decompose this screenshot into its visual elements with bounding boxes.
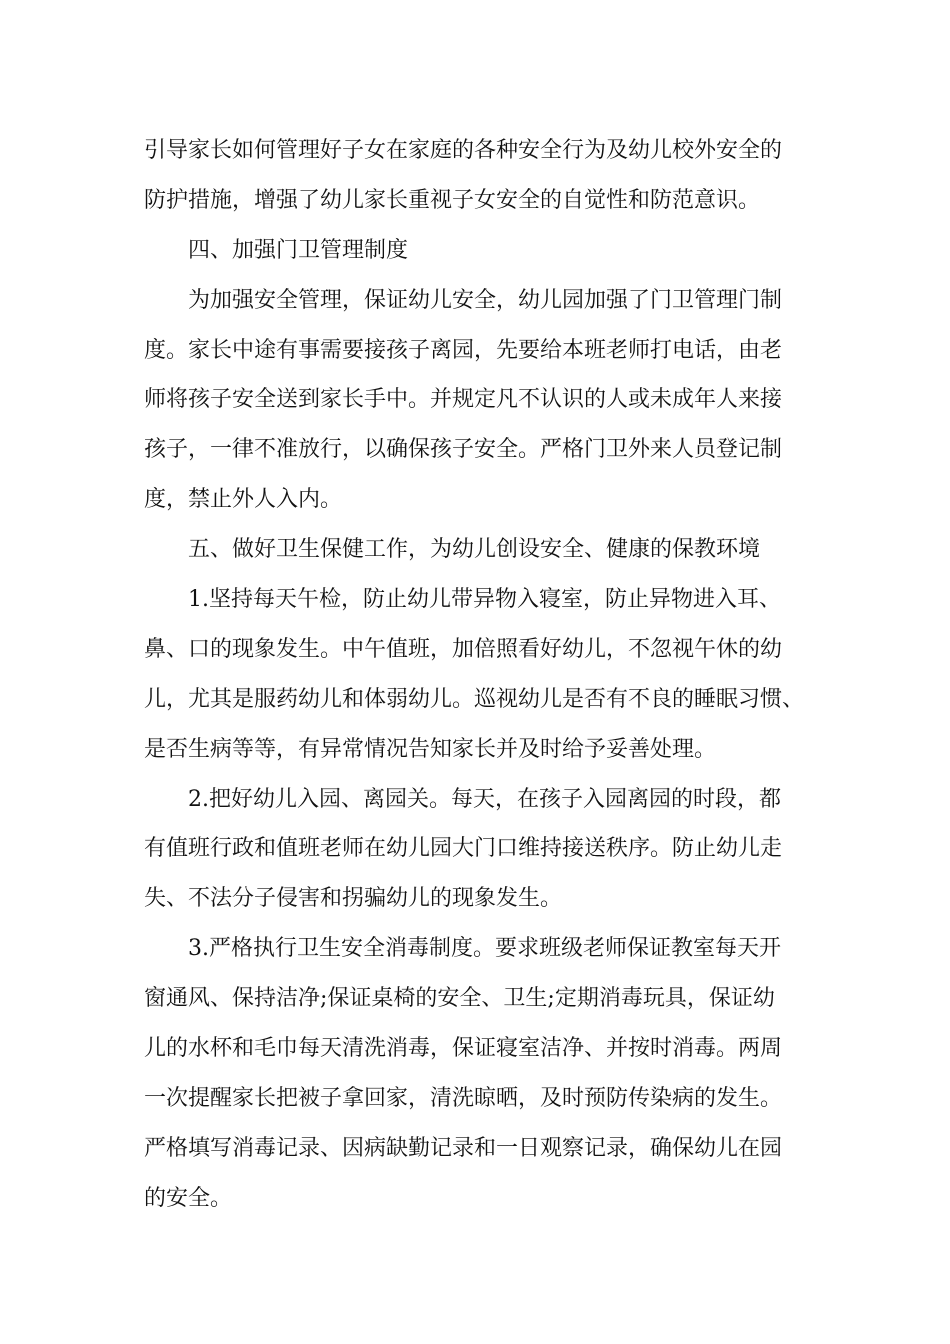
text-line: 引导家长如何管理好子女在家庭的各种安全行为及幼儿校外安全的 [144,138,783,163]
section-heading: 四、加强门卫管理制度 [188,237,409,263]
text-line: 有值班行政和值班老师在幼儿园大门口维持接送秩序。防止幼儿走 [144,836,783,862]
text-line: 孩子，一律不准放行，以确保孩子安全。严格门卫外来人员登记制 [144,437,783,463]
text-line: 鼻、口的现象发生。中午值班，加倍照看好幼儿，不忽视午休的幼 [144,636,783,662]
text-line: 的安全。 [144,1185,233,1211]
text-line: 儿的水杯和毛巾每天清洗消毒，保证寝室洁净、并按时消毒。两周 [144,1036,783,1062]
text-line: 失、不法分子侵害和拐骗幼儿的现象发生。 [144,886,563,912]
text-line: 度。家长中途有事需要接孩子离园，先要给本班老师打电话，由老 [144,337,783,363]
document-body [144,126,814,1224]
text-line: 度，禁止外人入内。 [144,487,343,513]
section-heading: 五、做好卫生保健工作，为幼儿创设安全、健康的保教环境 [188,537,761,563]
text-line: 窗通风、保持洁净;保证桌椅的安全、卫生;定期消毒玩具，保证幼 [144,986,775,1012]
text-line: 严格填写消毒记录、因病缺勤记录和一日观察记录，确保幼儿在园 [144,1135,783,1161]
text-line: 为加强安全管理，保证幼儿安全，幼儿园加强了门卫管理门制 [188,287,783,313]
text-line: 师将孩子安全送到家长手中。并规定凡不认识的人或未成年人来接 [144,387,783,413]
text-line: 一次提醒家长把被子拿回家，清洗晾晒，及时预防传染病的发生。 [144,1085,783,1111]
text-line: 3.严格执行卫生安全消毒制度。要求班级老师保证教室每天开 [188,936,781,962]
text-line: 儿，尤其是服药幼儿和体弱幼儿。巡视幼儿是否有不良的睡眠习惯、 [144,686,805,712]
text-line: 2.把好幼儿入园、离园关。每天，在孩子入园离园的时段，都 [188,786,781,812]
text-line: 防护措施，增强了幼儿家长重视子女安全的自觉性和防范意识。 [144,187,761,213]
text-line: 是否生病等等，有异常情况告知家长并及时给予妥善处理。 [144,736,717,762]
text-line: 1.坚持每天午检，防止幼儿带异物入寝室，防止异物进入耳、 [188,587,781,613]
